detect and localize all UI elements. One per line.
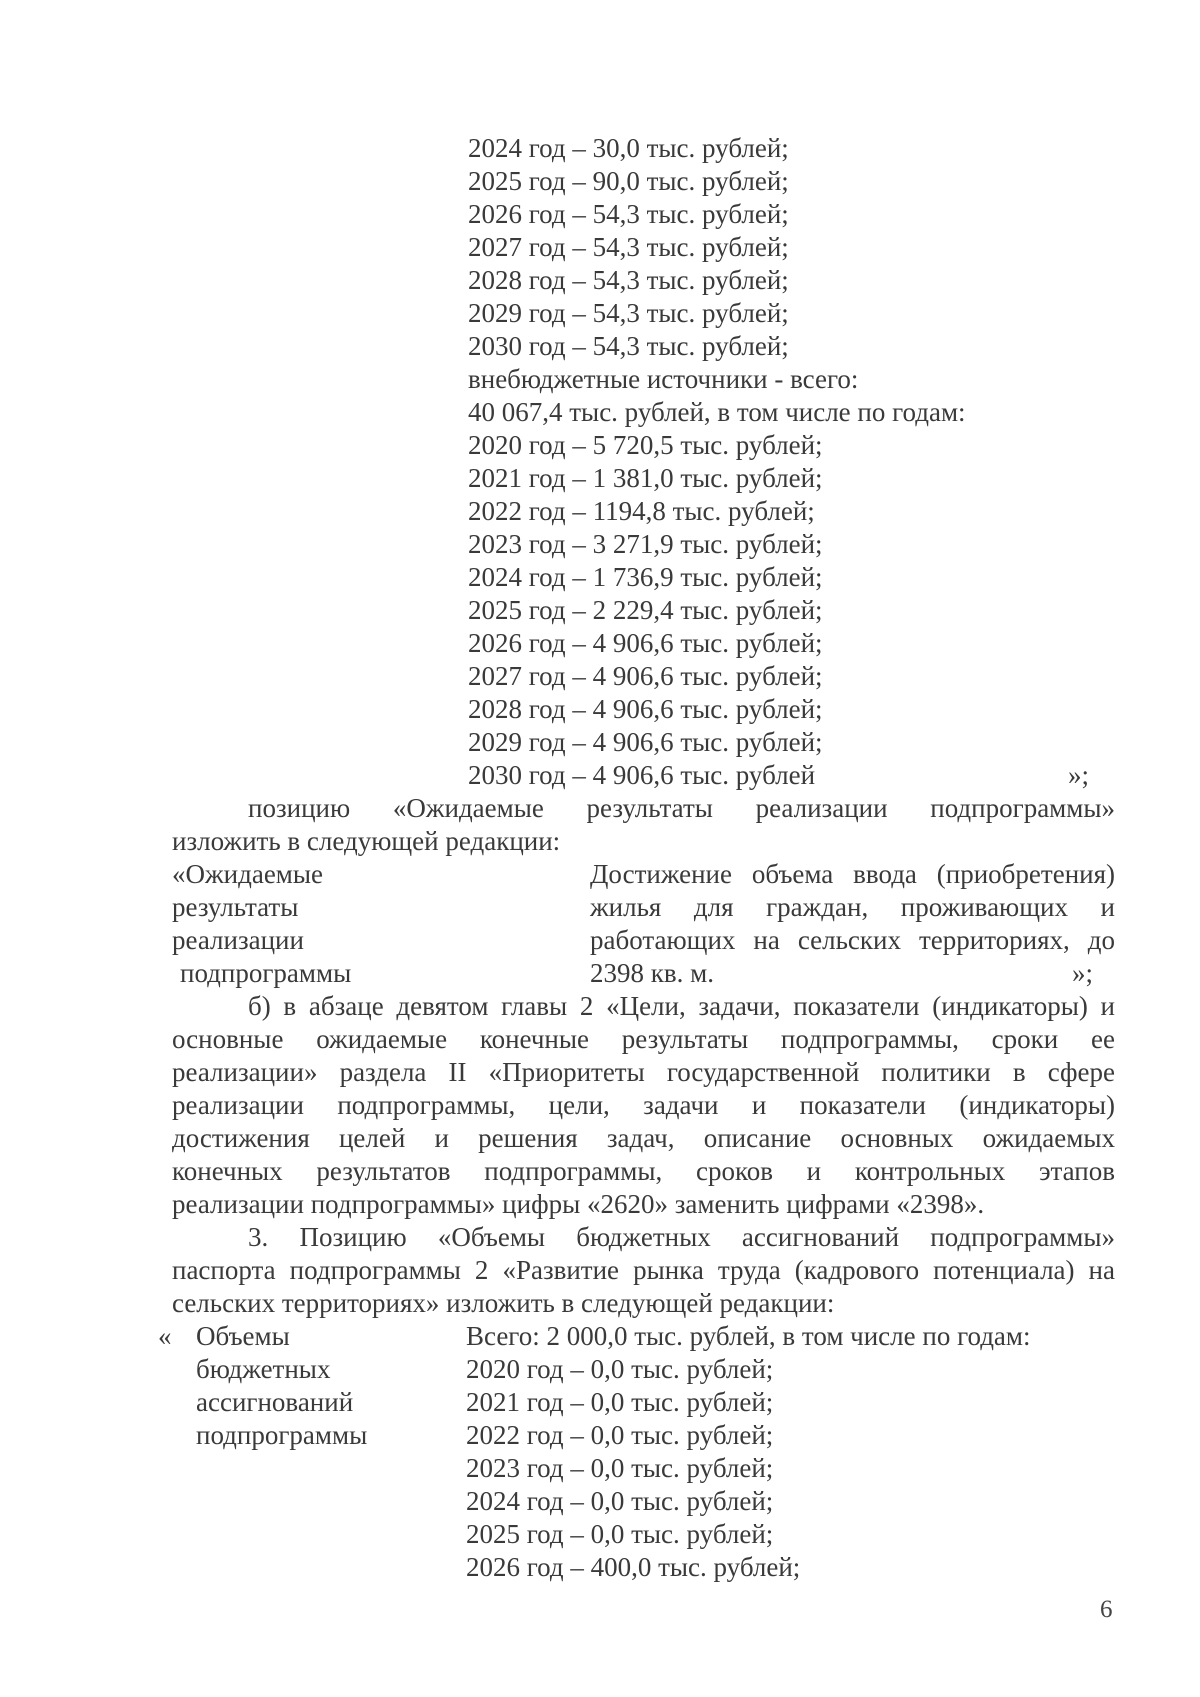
paragraph-line: сельских территориях» изложить в следующей редакции: [172, 1288, 835, 1318]
paragraph-line: б) в абзаце девятом главы 2 «Цели, задачи, показатели (индикаторы) и [248, 991, 1115, 1021]
closing-quote: »; [1072, 958, 1094, 988]
list-line: 2026 год – 4 906,6 тыс. рублей; [468, 628, 823, 658]
list-line: 2030 год – 4 906,6 тыс. рублей [468, 760, 816, 790]
list-line: 2020 год – 5 720,5 тыс. рублей; [468, 430, 823, 460]
paragraph-line: конечных результатов подпрограммы, сроков и контрольных этапов [172, 1156, 1115, 1186]
results-text: работающих на сельских территориях, до [590, 925, 1115, 955]
list-line: 2023 год – 3 271,9 тыс. рублей; [468, 529, 823, 559]
paragraph-line: 3. Позицию «Объемы бюджетных ассигнований подпрограммы» [248, 1222, 1115, 1252]
list-line: 2026 год – 54,3 тыс. рублей; [468, 199, 789, 229]
paragraph-line: позицию «Ожидаемые результаты реализации подпрограммы» [248, 793, 1115, 823]
budget-line: 2021 год – 0,0 тыс. рублей; [466, 1387, 774, 1417]
list-line: 2024 год – 1 736,9 тыс. рублей; [468, 562, 823, 592]
list-line: 40 067,4 тыс. рублей, в том числе по годам: [468, 397, 966, 427]
budget-line: Всего: 2 000,0 тыс. рублей, в том числе по годам: [466, 1321, 1031, 1351]
list-line: 2025 год – 90,0 тыс. рублей; [468, 166, 789, 196]
list-line: 2029 год – 54,3 тыс. рублей; [468, 298, 789, 328]
paragraph-line: изложить в следующей редакции: [172, 826, 561, 856]
budget-line: 2022 год – 0,0 тыс. рублей; [466, 1420, 774, 1450]
list-line: 2030 год – 54,3 тыс. рублей; [468, 331, 789, 361]
paragraph-line: реализации» раздела II «Приоритеты государственной политики в сфере [172, 1057, 1115, 1087]
opening-quote: « [158, 1321, 172, 1351]
budget-label: подпрограммы [196, 1420, 368, 1450]
list-line: 2027 год – 4 906,6 тыс. рублей; [468, 661, 823, 691]
results-text: жилья для граждан, проживающих и [590, 892, 1115, 922]
list-line: 2021 год – 1 381,0 тыс. рублей; [468, 463, 823, 493]
paragraph-line: реализации подпрограммы» цифры «2620» заменить цифрами «2398». [172, 1189, 985, 1219]
list-line: 2022 год – 1194,8 тыс. рублей; [468, 496, 815, 526]
budget-label: ассигнований [196, 1387, 354, 1417]
results-label: подпрограммы [180, 958, 352, 988]
closing-quote: »; [1068, 760, 1090, 790]
results-label: результаты [172, 892, 299, 922]
list-line: 2024 год – 30,0 тыс. рублей; [468, 133, 789, 163]
list-line: 2027 год – 54,3 тыс. рублей; [468, 232, 789, 262]
budget-line: 2025 год – 0,0 тыс. рублей; [466, 1519, 774, 1549]
list-line: 2028 год – 54,3 тыс. рублей; [468, 265, 789, 295]
paragraph-line: достижения целей и решения задач, описание основных ожидаемых [172, 1123, 1115, 1153]
page-number: 6 [1100, 1596, 1113, 1623]
results-text: 2398 кв. м. [590, 958, 714, 988]
budget-line: 2020 год – 0,0 тыс. рублей; [466, 1354, 774, 1384]
budget-label: бюджетных [196, 1354, 331, 1384]
list-line: 2029 год – 4 906,6 тыс. рублей; [468, 727, 823, 757]
budget-line: 2026 год – 400,0 тыс. рублей; [466, 1552, 801, 1582]
list-line: внебюджетные источники - всего: [468, 364, 859, 394]
results-label: реализации [172, 925, 304, 955]
results-text: Достижение объема ввода (приобретения) [590, 859, 1115, 889]
budget-line: 2024 год – 0,0 тыс. рублей; [466, 1486, 774, 1516]
budget-label: Объемы [196, 1321, 290, 1351]
list-line: 2028 год – 4 906,6 тыс. рублей; [468, 694, 823, 724]
paragraph-line: основные ожидаемые конечные результаты подпрограммы, сроки ее [172, 1024, 1115, 1054]
list-line: 2025 год – 2 229,4 тыс. рублей; [468, 595, 823, 625]
paragraph-line: реализации подпрограммы, цели, задачи и показатели (индикаторы) [172, 1090, 1115, 1120]
paragraph-line: паспорта подпрограммы 2 «Развитие рынка труда (кадрового потенциала) на [172, 1255, 1115, 1285]
budget-line: 2023 год – 0,0 тыс. рублей; [466, 1453, 774, 1483]
results-label: «Ожидаемые [172, 859, 324, 889]
